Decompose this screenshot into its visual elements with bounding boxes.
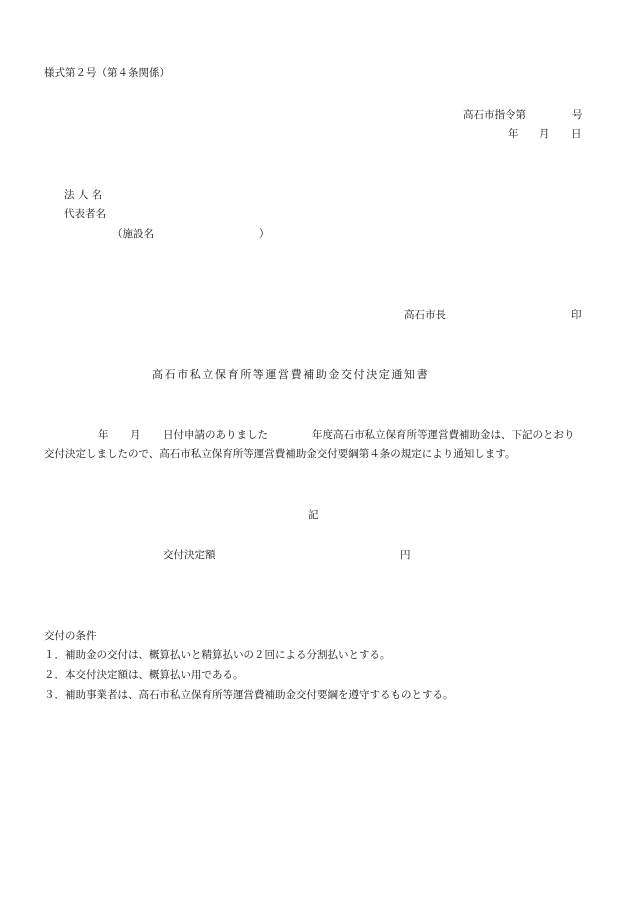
date-month: 月 (539, 128, 550, 140)
body-line1-rest: 年度高石市私立保育所等運営費補助金は、下記のとおり (312, 429, 575, 441)
date-year: 年 (508, 128, 519, 140)
document-title: 高石市私立保育所等運営費補助金交付決定通知書 (152, 368, 430, 381)
ki-marker: 記 (308, 509, 319, 521)
facility-name-close: ） (259, 228, 270, 240)
city-order-label: 高石市指令第 (463, 109, 526, 121)
representative-label: 代表者名 (64, 208, 106, 220)
conditions-heading: 交付の条件 (44, 630, 97, 642)
body-line2: 交付決定しましたので、高石市私立保育所等運営費補助金交付要綱第４条の規定により通知します。 (44, 448, 516, 460)
issuer-title: 高石市長 (404, 309, 446, 321)
order-number-suffix: 号 (572, 109, 583, 121)
form-label: 様式第２号（第４条関係） (44, 67, 170, 79)
body-year: 年 (98, 429, 109, 441)
amount-unit: 円 (400, 549, 411, 561)
amount-label: 交付決定額 (163, 549, 216, 561)
date-day: 日 (571, 128, 582, 140)
body-month: 月 (130, 429, 141, 441)
body-applied: 日付申請のありました (163, 429, 268, 441)
facility-name-open: （施設名 (112, 228, 154, 240)
corporation-name-label: 法 人 名 (64, 189, 103, 201)
condition-item-3: ３．補助事業者は、高石市私立保育所等運営費補助金交付要綱を遵守するものとする。 (44, 689, 454, 701)
condition-item-2: ２．本交付決定額は、概算払い用である。 (44, 669, 244, 681)
seal-mark: 印 (571, 309, 582, 321)
condition-item-1: １．補助金の交付は、概算払いと精算払いの２回による分割払いとする。 (44, 649, 391, 661)
